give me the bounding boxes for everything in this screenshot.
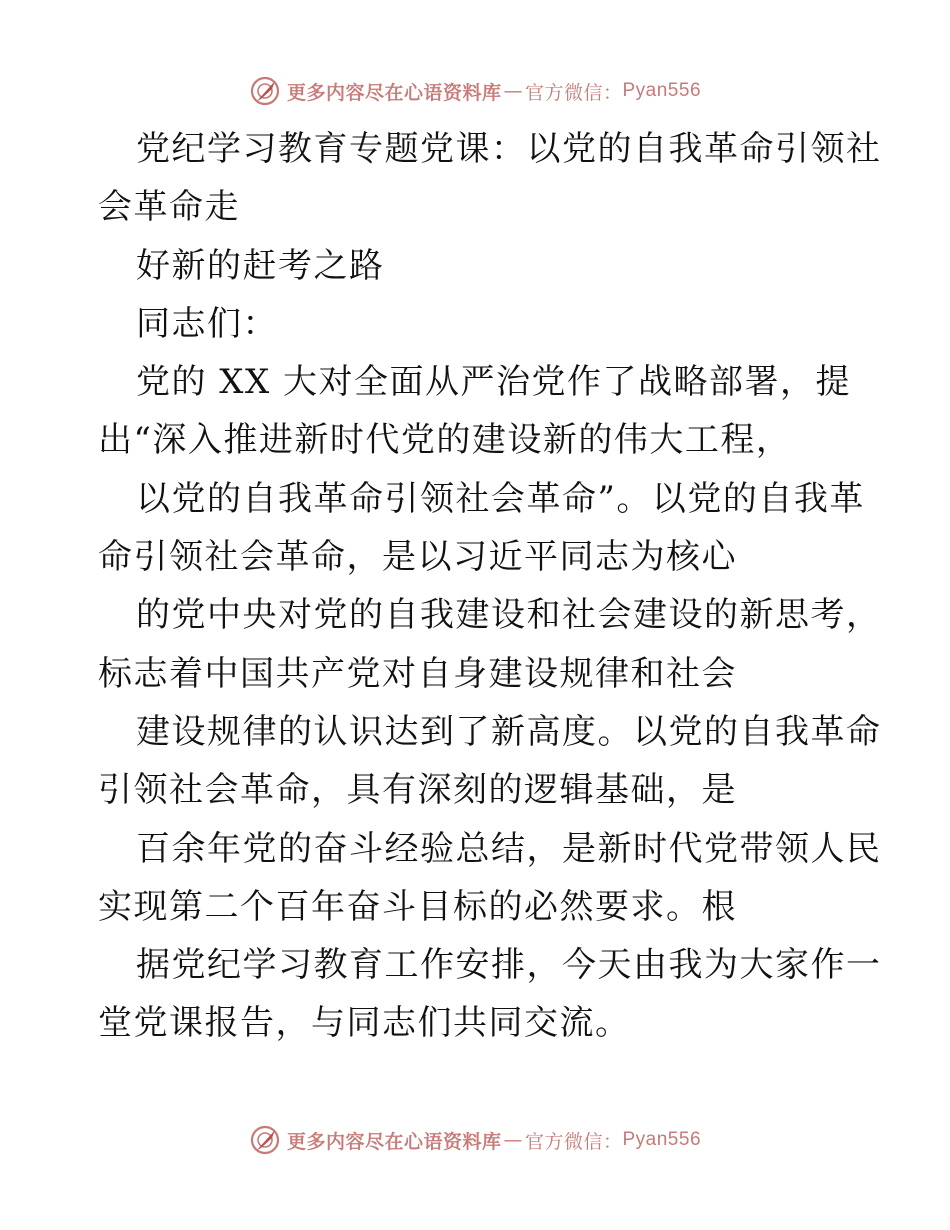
body-line: 据党纪学习教育工作安排，今天由我为大家作一 (136, 945, 882, 986)
footer-watermark (0, 1120, 950, 1160)
watermark-wechat-id: Pyan556 (622, 80, 702, 101)
document-title-line-3: 好新的赶考之路 (136, 245, 385, 286)
watermark-label: 官方微信： (524, 1130, 623, 1153)
quill-logo-icon (249, 75, 281, 107)
watermark-wechat-id: Pyan556 (622, 1129, 702, 1150)
watermark-text: 更多内容尽在心语资料库 (286, 81, 502, 104)
body-line: 以党的自我革命引领社会革命”。以党的自我革 (136, 478, 865, 519)
body-line: 标志着中国共产党对自身建设规律和社会 (98, 653, 737, 694)
watermark-dash: — (503, 1129, 523, 1151)
watermark-text: 更多内容尽在心语资料库 (286, 1130, 502, 1153)
document-title-line-1: 党纪学习教育专题党课：以党的自我革命引领社 (136, 129, 882, 169)
body-line: 堂党课报告，与同志们共同交流。 (98, 1003, 631, 1044)
body-line: 实现第二个百年奋斗目标的必然要求。根 (98, 886, 737, 927)
body-line: 百余年党的奋斗经验总结，是新时代党带领人民 (136, 828, 882, 869)
body-line: 引领社会革命，具有深刻的逻辑基础，是 (98, 770, 737, 811)
body-line: 党的 XX 大对全面从严治党作了战略部署，提 (136, 362, 852, 403)
header-watermark (0, 71, 950, 111)
body-line: 命引领社会革命，是以习近平同志为核心 (98, 537, 737, 578)
body-line: 的党中央对党的自我建设和社会建设的新思考， (136, 595, 882, 636)
watermark-label: 官方微信： (524, 81, 623, 104)
quill-logo-icon (249, 1124, 281, 1156)
salutation: 同志们： (136, 303, 278, 344)
document-title-line-2: 会革命走 (98, 187, 240, 228)
document-body (98, 120, 882, 1053)
body-line: 出“深入推进新时代党的建设新的伟大工程， (98, 420, 792, 461)
watermark-dash: — (503, 80, 523, 102)
body-line: 建设规律的认识达到了新高度。以党的自我革命 (136, 711, 882, 752)
